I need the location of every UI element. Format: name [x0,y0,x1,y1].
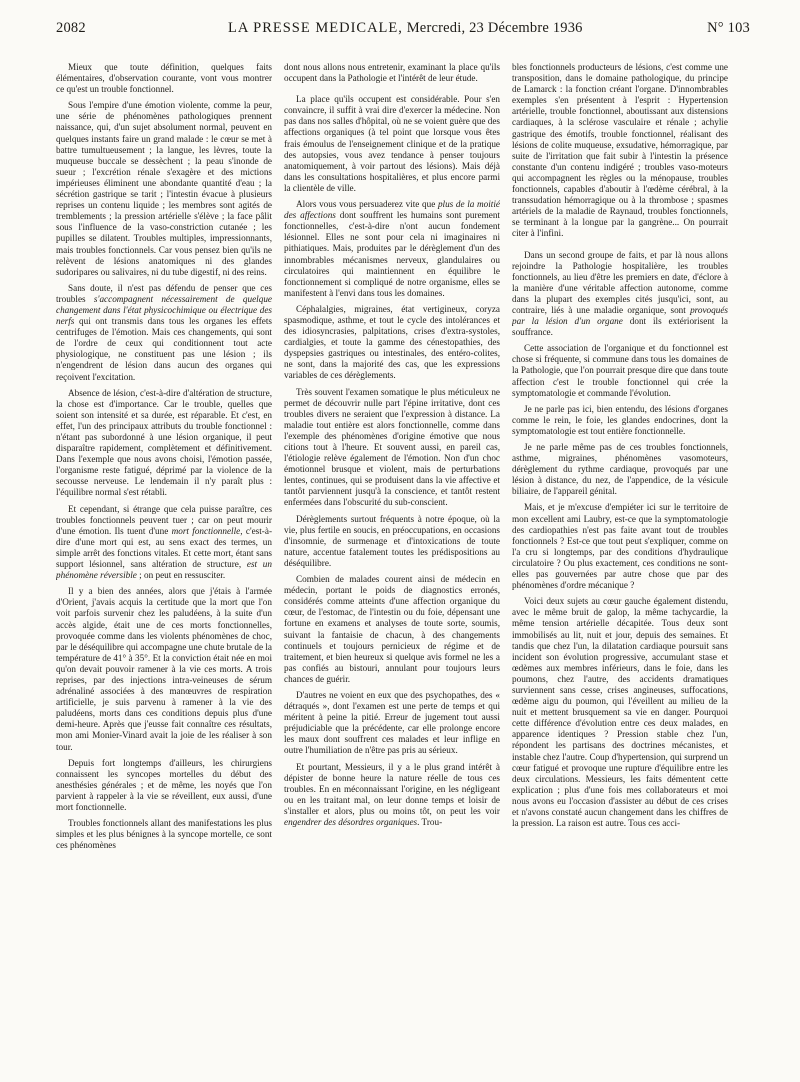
paragraph [284,387,500,509]
paragraph [512,404,728,437]
text-run: ; on peut en ressusciter. [136,570,226,581]
text-run: Très souvent l'examen somatique le plus méticuleux ne permet de découvrir nulle part l'épine irritative, dont ces troubles divers ne seraient que l'expression à distance. La maladie tout entière est alors fonctionnelle, comme dans l'exemple des phénomènes d'origine émotive que nous citions tout à l'heure. Et souvent aussi, en pareil cas, l'étiologie relève également de l'émotion. Non d'un choc émotionnel brusque et violent, mais de perturbations lentes, continues, qui se produisent dans la vie affective et tantôt parviennent jusqu'à la conscience, et tantôt restent enfermées dans l'obscurité du sub-conscient. [284,386,500,508]
italic-text: s'accompagnent nécessairement de quelque changement dans l'état physicochimique ou électrique des nerfs [56,293,272,327]
text-run: qui ont transmis dans tous les organes les effets centrifuges de l'émotion. Mais ces changements, qui sont de l'ordre de ceux qui conditionnent tout acte physiologique, ne constituent pas une lésion ; ils n'engendrent de lésion dans aucun des organes qui reçoivent l'excitation. [56,316,272,382]
text-run: Voici deux sujets au cœur gauche également distendu, avec le même bruit de galop, la même tachycardie, la même tension artérielle décapitée. Tous deux sont immobilisés au lit, nuit et jour, depuis des semaines. Et tandis que chez l'un, la dilatation cardiaque poursuit sans incident son évolution progressive, accumulant stase et œdèmes aux membres inférieurs, dans le foie, dans les poumons, chez l'autre, des accidents dramatiques surviennent sans cesse, crises angineuses, suffocations, œdème aigu du poumon, qui l'éveillent au milieu de la nuit et mettent brusquement sa vie en danger. Pourquoi cette différence d'évolution entre ces deux malades, en apparence identiques ? Pression stable chez l'un, répondent les partisans des doctrines mécanistes, et instable chez l'autre. Coup d'hypertension, qui surprend un cœur fatigué et provoque une rupture d'équilibre entre les deux circulations. Messieurs, les faits démentent cette explication ; plus d'une fois mes collaborateurs et moi nous avons eu l'occasion d'assister au début de ces crises et n'avons constaté aucun changement dans les chiffres de la pression. La raison est autre. Tous ces acci- [512,596,728,829]
text-run: Depuis fort longtemps d'ailleurs, les chirurgiens connaissent les syncopes mortelles du début des anesthésies générales ; et de même, les noyés que l'on parvient à rappeler à la vie se réveillent, eux aussi, d'une mort fonctionnelle. [56,757,272,812]
italic-text: provoqués par la lésion d'un organe [512,304,728,327]
text-run: dont ils extériorisent la souffrance. [512,316,728,338]
paragraph [512,442,728,497]
text-run: Il y a bien des années, alors que j'étais à l'armée d'Orient, j'avais acquis la certitude que la mort que l'on voit parfois survenir chez les paludéens, à la suite d'un accès algide, était une de ces morts fonctionnelles, provoquée comme dans les violents phénomènes de choc, par le déséquilibre qui accompagne une chute brutale de la température de 41° à 35°. Et la conviction était née en moi qu'on devait pouvoir ramener à la vie ces morts. A trois reprises, par des injections intra-veineuses de sérum adrénaliné associées à des manœuvres de respiration artificielle, je suis parvenu à ramener à la vie des paludéens, morts dans ces conditions depuis plus d'une demi-heure. Après que j'eusse fait connaître ces résultats, mon ami Monier-Vinard avait la joie de les réaliser à son tour. [56,586,272,752]
paragraph [512,343,728,398]
italic-text: mort fonctionnelle [171,525,241,536]
column-1 [56,62,272,1067]
paragraph [56,62,272,95]
article-columns [56,62,750,1067]
paragraph [284,199,500,299]
text-run: Mieux que toute définition, quelques faits élémentaires, d'observation courante, vont vous montrer ce qu'est un trouble fonctionnel. [56,62,272,95]
text-run: , c'est-à-dire d'une mort qui est, au sens exact des termes, un simple arrêt des fonctions vitales. Et cette mort, étant sans support lésionnel, sans altération de structure, [56,525,272,570]
text-run: Cette association de l'organique et du fonctionnel est chose si fréquente, si commune dans tous les domaines de la Pathologie, que l'on pourrait presque dire que dans toute affection c'est le trouble fonctionnel qui crée la symptomatologie et commande l'évolution. [512,343,728,398]
paragraph [512,62,728,240]
paragraph [284,574,500,685]
text-run: La place qu'ils occupent est considérable. Pour s'en convaincre, il suffit à vrai dire d'exercer la médecine. Non pas dans nos salles d'hôpital, où ne se voient guère que des affections organiques (à tel point que lorsque vous êtes frais émoulus de l'enseignement clinique et de la pratique des autopsies, vous avez tendance à penser toujours anatomiquement, à voir partout des lésions). Mais déjà dans les consultations hospitalières, et plus encore parmi la clientèle de ville. [284,94,500,193]
text-run: D'autres ne voient en eux que des psychopathes, des « détraqués », dont l'examen est une perte de temps et qui méritent à peine la pitié. Erreur de jugement tout aussi préjudiciable que la précédente, car elle prolonge encore les maux dont souffrent ces malades et leur inflige en outre l'humiliation de n'être pas pris au sérieux. [284,689,500,756]
text-run: Absence de lésion, c'est-à-dire d'altération de structure, la chose est d'importance. Car le trouble, quelles que soient son intensité et sa durée, est réparable. Et c'est, en effet, l'un des principaux attributs du trouble fonctionnel : n'étant pas subordonné à une lésion organique, il peut disparaître rapidement, complètement et définitivement. Dans l'exemple que nous avons choisi, l'émotion passée, l'organisme reste fatigué, déprimé par la violence de la secousse nerveuse. Le lendemain il n'y paraît plus : l'équilibre normal s'est rétabli. [56,387,272,498]
text-run: Combien de malades courent ainsi de médecin en médecin, portant le poids de diagnostics erronés, considérés comme atteints d'une affection organique du cœur, de l'estomac, de l'intestin ou du foie, dépensant une fortune en examens et analyses de toute sorte, soumis, suivant la fantaisie de chacun, à des changements continuels et toujours pernicieux de régime et de traitement, et bien heureux si quelque avis formel ne les a pas confiés au bistouri, annulant pour toujours leurs chances de guérir. [284,574,500,684]
text-run: Je ne parle pas ici, bien entendu, des lésions d'organes comme le rein, le foie, les glandes endocrines, dont la symptomatologie est tout entière fonctionnelle. [512,403,728,436]
paragraph [284,94,500,194]
paragraph [56,388,272,499]
issue-date: Mercredi, 23 Décembre 1936 [406,20,583,36]
text-run: Alors vous vous persuaderez vite que [296,199,438,210]
text-run: dont souffrent les humains sont purement fonctionnelles, c'est-à-dire n'ont aucun fondement lésionnel. Elles ne sont pour cela ni imaginaires ni pithiatiques. Mais, produites par le dérèglement d'un des innombrables mécanismes nerveux, glandulaires ou circulatoires qui maintiennent en équilibre le fonctionnement si compliqué de notre organisme, elles se manifestent à l'envi dans tous les domaines. [284,210,500,298]
italic-text: est un phénomène réversible [56,559,272,581]
paragraph [512,596,728,829]
paragraph [56,586,272,752]
text-run: Mais, et je m'excuse d'empiéter ici sur le territoire de mon excellent ami Laubry, est-ce que la symptomatologie des cardiopathies n'est pas faite avant tout de troubles fonctionnels ? Est-ce que tout peut s'expliquer, comme on l'a cru si longtemps, par des conditions d'hydraulique circulatoire ? Ou plus exactement, ces conditions ne sont-elles pas gouvernées par autre chose que par des phénomènes d'ordre mécanique ? [512,502,728,591]
page-number: 2082 [56,20,86,36]
text-run: Sans doute, il n'est pas défendu de penser que ces troubles [56,282,272,304]
text-run: dont nous allons nous entretenir, examinant la place qu'ils occupent dans la Pathologie et l'intérêt de leur étude. [284,62,500,84]
text-run: Dans un second groupe de faits, et par là nous allons rejoindre la Pathologie hospitalière, les troubles fonctionnels, au lieu d'être les premiers en date, d'éclore à la manière d'une véritable affection autonome, comme dans la plupart des exemples cités jusqu'ici, sont, au contraire, liés à une maladie organique, sont [512,249,728,315]
paragraph [284,62,500,84]
text-run: Troubles fonctionnels allant des manifestations les plus simples et les plus bénignes à la syncope mortelle, ce sont ces phénomènes [56,818,272,851]
column-3 [512,62,728,1067]
journal-name: LA PRESSE MEDICALE, [228,20,403,36]
text-run: Céphalalgies, migraines, état vertigineux, coryza spasmodique, asthme, et tout le cycle des intolérances et des idiosyncrasies, palpitations, crises d'extra-systoles, cardialgies, et toute la gamme des cénestopathies, des dyspepsies gastriques ou intestinales, des entéro-colites, ne sont, dans la majorité des cas, que les expressions variables de ces dérèglements. [284,303,500,381]
italic-text: engendrer des désordres organiques [284,817,418,827]
paragraph [284,762,500,829]
paragraph [512,502,728,591]
text-run: Je ne parle même pas de ces troubles fonctionnels, asthme, migraines, phénomènes vasomoteurs, dérèglement du rythme cardiaque, provoqués par une lésion à distance, du nez, de l'appendice, de la vésicule biliaire, de l'appareil génital. [512,442,728,497]
paragraph [56,818,272,851]
paragraph [284,514,500,569]
issue-number: N° 103 [707,20,750,36]
paragraph [512,250,728,339]
paragraph [56,100,272,278]
paragraph [56,504,272,582]
paragraph [284,690,500,757]
page-header [56,0,750,46]
text-run: Et pourtant, Messieurs, il y a le plus grand intérêt à dépister de bonne heure la nature réelle de tous ces troubles. En en méconnaissant l'origine, en les négligeant ou en les traitant mal, on leur donne temps et loisir de s'installer et alors, plus ou moins tôt, on peut les voir [284,761,500,816]
journal-title-line [228,20,583,37]
text-run: Sous l'empire d'une émotion violente, comme la peur, une série de phénomènes pathologiques prennent naissance, qui, d'un sujet absolument normal, peuvent en quelques instants faire un grand malade : le cœur se met à battre tumultueusement ; la langue, les lèvres, toute la muqueuse buccale se dessèchent ; la peau s'inonde de sueur ; l'excrétion rénale s'exagère et des mictions impérieuses éliminent une abondante quantité d'eau ; la sécrétion gastrique se tarit ; l'intestin évacue à plusieurs reprises un contenu liquide ; les membres sont agités de tremblements ; la pression artérielle s'élève ; la face pâlit sous l'influence de la vaso-constriction cutanée ; les pupilles se dilatent. Troubles multiples, impressionnants, mais troubles fonctionnels. Car vous pensez bien qu'ils ne relèvent de lésions anatomiques ni des glandes sudoripares ou salivaires, ni du tube digestif, ni des reins. [56,100,272,277]
text-run: Et cependant, si étrange que cela puisse paraître, ces troubles fonctionnels peuvent tuer ; car on peut mourir d'une émotion. Ils tuent d'une [56,503,272,536]
column-2 [284,62,500,1067]
text-run: . Trou- [417,817,443,827]
text-run: bles fonctionnels producteurs de lésions, c'est comme une transposition, dans le domaine pathologique, du principe de Lamarck : la fonction créant l'organe. D'innombrables exemples s'en présentent à l'esprit : Hypertension artérielle, trouble fonctionnel, aboutissant aux distensions cardiaques, à la sclérose vasculaire et rénale ; achylie gastrique des émotifs, trouble fonctionnel, réalisant des lésions de colite muqueuse, exsudative, hémorragique, par suite de l'irritation que fait subir à l'intestin la présence constante d'un contenu indigéré ; troubles vaso-moteurs qui accompagnent les règles ou la ménopause, troubles fonctionnels, capables d'aboutir à l'œdème cérébral, à la transsudation hémorragique ou à la thrombose ; spasmes artériels de la maladie de Raynaud, troubles fonctionnels, se terminant à la longue par la gangrène... On pourrait citer à l'infini. [512,62,728,239]
paragraph [284,304,500,382]
paragraph [56,283,272,383]
paragraph [56,758,272,813]
text-run: Dérèglements surtout fréquents à notre époque, où la vie, plus fertile en soucis, en préoccupations, en occasions d'insomnie, de surmenage et d'intoxications de toute nature, accentue fatalement toutes les prédispositions au déséquilibre. [284,513,500,568]
italic-text: plus de la moitié des affections [284,199,500,221]
